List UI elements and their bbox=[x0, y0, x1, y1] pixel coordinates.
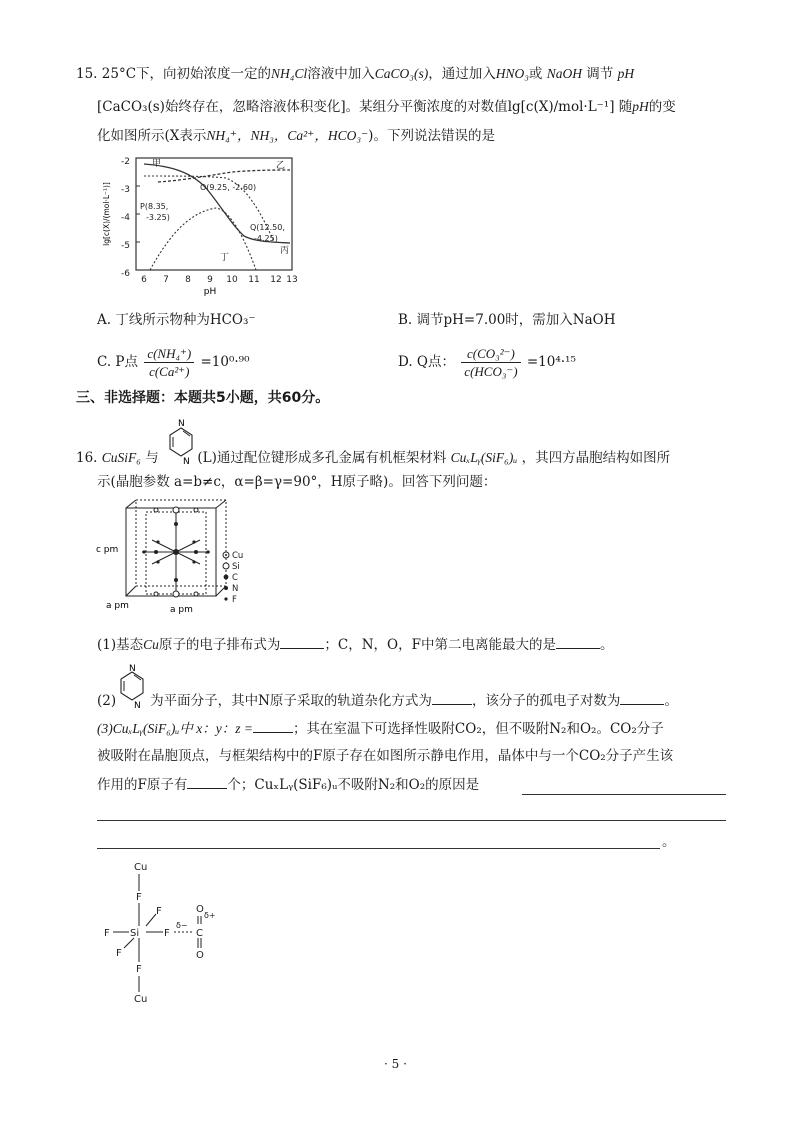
q15-text: )。下列说法错误的是 bbox=[368, 128, 495, 144]
label-bing: 丙 bbox=[280, 246, 290, 256]
x-tick: 8 bbox=[185, 275, 191, 285]
end-mark: 。 bbox=[662, 834, 676, 850]
q15-option-c bbox=[97, 342, 250, 382]
pyrazine-n-top: N bbox=[178, 419, 185, 429]
y-tick: -5 bbox=[121, 241, 130, 251]
legend-f: F bbox=[232, 595, 237, 605]
q15-option-d bbox=[398, 342, 576, 382]
q15-text: [CaCO₃(s)始终存在，忽略溶液体积变化]。某组分平衡浓度的对数值 bbox=[97, 99, 508, 115]
q15-formula-caco3: CaCO₃(s) bbox=[374, 66, 429, 81]
atom-f-lower-left: F bbox=[116, 948, 122, 959]
q16-formula-cusif6: CuSiF₆ bbox=[101, 450, 141, 465]
atom-f-right: F bbox=[164, 928, 170, 939]
q15-text: 25°C下，向初始浓度一定的 bbox=[101, 66, 272, 82]
atom-o-top: O bbox=[196, 904, 204, 915]
label-ding: 丁 bbox=[220, 253, 230, 263]
q15-line-3 bbox=[97, 126, 495, 146]
delta-minus: δ− bbox=[176, 921, 188, 930]
q15-text: 调节 bbox=[586, 66, 614, 82]
part-1-text: 原子的电子排布式为 bbox=[158, 637, 281, 653]
q16-text: 与 bbox=[145, 450, 159, 466]
part-1-text: (1)基态 bbox=[97, 637, 144, 653]
x-tick: 12 bbox=[270, 275, 282, 285]
unit-cell-diagram bbox=[96, 494, 266, 614]
a-pm-label-left: a pm bbox=[106, 601, 129, 611]
answer-blank[interactable] bbox=[187, 774, 227, 789]
option-d-lead: D. Q点： bbox=[398, 354, 455, 370]
q16-line-2: 示(晶胞参数 a=b≠c，α=β=γ=90°，H原子略)。回答下列问题： bbox=[97, 474, 497, 490]
q15-formula-naoh: NaOH bbox=[546, 66, 582, 81]
answer-line[interactable] bbox=[97, 848, 660, 849]
option-d-fraction bbox=[461, 345, 520, 380]
fraction-denominator: c(HCO₃⁻) bbox=[464, 364, 518, 379]
q15-number: 15. bbox=[76, 66, 98, 82]
option-d-value: =10⁴·¹⁵ bbox=[526, 354, 576, 370]
point-q-label-2: -4.25) bbox=[254, 234, 278, 243]
y-tick: -4 bbox=[121, 213, 130, 223]
atom-si: Si bbox=[130, 928, 140, 939]
x-tick: 11 bbox=[248, 275, 260, 285]
x-tick: 9 bbox=[207, 275, 213, 285]
fraction-numerator: c(CO₃²⁻) bbox=[461, 345, 520, 363]
fraction-denominator: c(Ca²⁺) bbox=[149, 364, 190, 379]
x-tick: 7 bbox=[163, 275, 169, 285]
legend-cu: Cu bbox=[232, 551, 244, 561]
label-yi: 乙 bbox=[276, 161, 286, 171]
part-3-text: 个；CuₓLᵧ(SiF₆)ᵤ不吸附N₂和O₂的原因是 bbox=[227, 777, 480, 793]
label-jia: 甲 bbox=[152, 159, 162, 169]
legend-n: N bbox=[232, 584, 239, 594]
pyrazine-ring-icon bbox=[166, 416, 196, 468]
q15-option-b bbox=[398, 310, 616, 330]
delta-plus: δ+ bbox=[204, 911, 216, 920]
section-heading: 三、非选择题：本题共5小题，共60分。 bbox=[76, 390, 330, 406]
legend-si: Si bbox=[232, 562, 240, 572]
option-b-text: B. 调节pH=7.00时，需加入NaOH bbox=[398, 312, 616, 328]
part-1-cu: Cu bbox=[143, 637, 159, 652]
atom-c: C bbox=[196, 928, 203, 939]
part-2-text: 为平面分子，其中N原子采取的轨道杂化方式为 bbox=[150, 693, 432, 709]
atom-f-upper-right: F bbox=[156, 906, 162, 917]
atom-cu-top: Cu bbox=[134, 862, 148, 873]
option-c-value: =10⁰·⁹⁰ bbox=[200, 354, 250, 370]
sif6-co2-structure bbox=[96, 856, 256, 1006]
q15-option-a bbox=[97, 310, 256, 330]
point-o-label: O(9.25, -2.60) bbox=[200, 183, 257, 192]
part-1-text: 。 bbox=[599, 637, 614, 653]
part-2-text: ，该分子的孤电子对数为 bbox=[471, 693, 621, 709]
pyrazine-n-bottom: N bbox=[134, 701, 141, 710]
q15-text: 化如图所示(X表示 bbox=[97, 128, 207, 144]
legend-c: C bbox=[232, 573, 238, 583]
option-c-fraction bbox=[144, 345, 194, 380]
q15-graph bbox=[96, 152, 302, 297]
point-p-label: P(8.35, bbox=[140, 202, 169, 211]
answer-blank[interactable] bbox=[432, 690, 472, 705]
q15-ph: pH bbox=[617, 66, 635, 81]
answer-line[interactable] bbox=[522, 794, 726, 795]
answer-blank[interactable] bbox=[556, 634, 600, 649]
part-3-text: (3)CuₓLᵧ(SiF₆)ᵤ中 x：y：z = bbox=[97, 721, 253, 736]
q16-part-2 bbox=[97, 690, 678, 711]
part-3-text: ；其在室温下可选择性吸附CO₂，但不吸附N₂和O₂。CO₂分子 bbox=[292, 721, 664, 737]
q15-text: ，通过加入 bbox=[428, 66, 496, 82]
part-1-text: ；C，N，O，F中第二电离能最大的是 bbox=[324, 637, 556, 653]
atom-o-bottom: O bbox=[196, 950, 204, 961]
y-tick: -6 bbox=[121, 269, 130, 279]
q16-text: ，其四方晶胞结构如图所 bbox=[521, 450, 671, 466]
page-number: · 5 · bbox=[384, 1057, 407, 1071]
point-q-label: Q(12.50, bbox=[250, 223, 285, 232]
q15-ph: pH bbox=[632, 99, 649, 114]
x-tick: 10 bbox=[226, 275, 238, 285]
q15-log-expression: lg[c(X)/mol·L⁻¹] bbox=[507, 99, 615, 115]
pyrazine-n-top: N bbox=[129, 664, 136, 674]
q15-line-1 bbox=[76, 64, 634, 84]
fraction-numerator: c(NH₄⁺) bbox=[144, 345, 194, 363]
point-p-label-2: -3.25) bbox=[146, 213, 170, 222]
q15-formula-nh4cl: NH₄Cl bbox=[271, 66, 308, 81]
atom-f-top: F bbox=[136, 892, 142, 903]
q15-line-2 bbox=[97, 97, 676, 117]
option-a-text: A. 丁线所示物种为HCO₃⁻ bbox=[97, 312, 256, 328]
answer-line[interactable] bbox=[97, 820, 726, 821]
part-3-text: 作用的F原子有 bbox=[97, 777, 188, 793]
q16-formula-framework: CuₓLᵧ(SiF₆)ᵤ bbox=[450, 450, 518, 465]
y-axis-label: lg[c(X)/(mol·L⁻¹)] bbox=[102, 182, 111, 246]
q16-number: 16. bbox=[76, 450, 98, 466]
q15-text: 的变 bbox=[648, 99, 676, 115]
q15-formula-hno3: HNO₃ bbox=[495, 66, 529, 81]
option-c-lead: C. P点 bbox=[97, 354, 139, 370]
q16-text: (L)通过配位键形成多孔金属有机框架材料 bbox=[197, 450, 447, 466]
y-tick: -3 bbox=[121, 185, 130, 195]
q16-part-3-line-2: 被吸附在晶胞顶点，与框架结构中的F原子存在如图所示静电作用，晶体中与一个CO₂分子产生该 bbox=[97, 748, 674, 764]
q16-part-1 bbox=[97, 634, 613, 655]
part-2-text: 。 bbox=[664, 693, 678, 709]
answer-blank[interactable] bbox=[280, 634, 324, 649]
q16-part-3-line-1 bbox=[97, 718, 664, 739]
a-pm-label-bottom: a pm bbox=[170, 605, 193, 614]
q16-part-3-line-3 bbox=[97, 774, 479, 795]
part-2-text: (2) bbox=[97, 693, 117, 709]
x-tick: 13 bbox=[286, 275, 298, 285]
atom-f-left: F bbox=[104, 928, 110, 939]
q15-text: 或 bbox=[528, 66, 543, 82]
pyrazine-n-bottom: N bbox=[183, 457, 190, 467]
y-tick: -2 bbox=[121, 157, 130, 167]
q15-species-list: NH₄⁺，NH₃，Ca²⁺，HCO₃⁻ bbox=[206, 128, 369, 143]
x-axis-label: pH bbox=[203, 287, 217, 297]
q15-text: 溶液中加入 bbox=[307, 66, 375, 82]
c-pm-label: c pm bbox=[96, 545, 119, 555]
answer-blank[interactable] bbox=[620, 690, 664, 705]
atom-f-bottom: F bbox=[136, 964, 142, 975]
x-tick: 6 bbox=[141, 275, 147, 285]
q15-text: 随 bbox=[618, 99, 633, 115]
answer-blank[interactable] bbox=[253, 718, 293, 733]
atom-cu-bottom: Cu bbox=[134, 994, 148, 1005]
